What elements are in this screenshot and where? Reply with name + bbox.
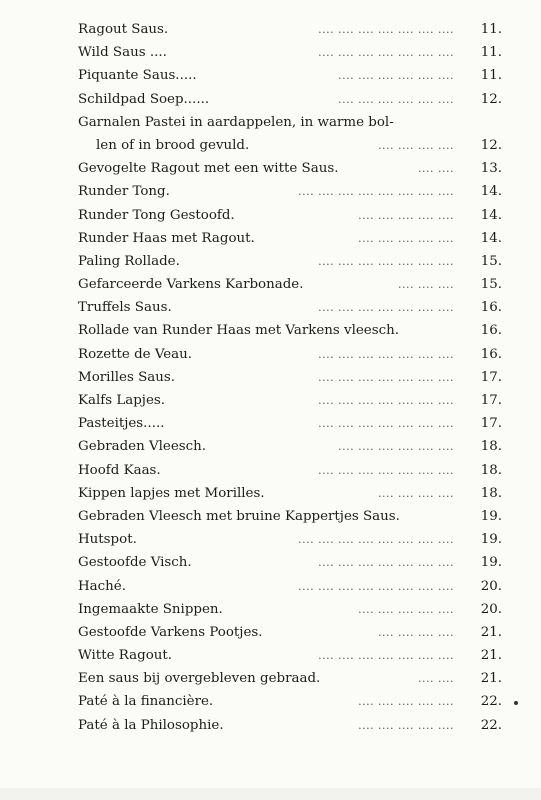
entry-title: Paté à la financière. xyxy=(78,694,214,710)
toc-entry xyxy=(78,551,502,574)
toc-entry xyxy=(78,204,502,227)
entry-page: 11. xyxy=(480,22,502,37)
entry-title: Truffels Saus. xyxy=(78,300,172,316)
entry-title: len of in brood gevuld. xyxy=(96,137,250,153)
entry-page: 19. xyxy=(480,508,502,524)
leader-dots: .... .... .... .... xyxy=(378,486,454,500)
leader-dots: .... .... .... .... .... .... .... .... xyxy=(298,533,454,547)
leader-dots: .... .... .... xyxy=(398,278,454,292)
entry-page: 16. xyxy=(480,323,502,339)
ink-speck xyxy=(514,701,518,705)
leader-dots: .... .... .... .... .... .... .... .... xyxy=(298,579,454,593)
entry-title: Gevogelte Ragout met een witte Saus. xyxy=(78,161,339,177)
entry-title: Haché. xyxy=(78,578,126,594)
leader-dots: .... .... xyxy=(418,162,454,176)
toc-entry xyxy=(78,505,502,528)
leader-dots: .... .... .... .... .... .... .... xyxy=(318,556,454,570)
entry-page: 15. xyxy=(480,253,502,269)
toc-entry xyxy=(78,714,502,737)
leader-dots: .... .... .... .... .... xyxy=(358,695,454,709)
toc-entry xyxy=(78,111,502,134)
leader-dots: .... .... .... .... xyxy=(378,625,454,639)
toc-entry xyxy=(78,250,502,273)
leader-dots: .... .... .... .... .... .... xyxy=(338,440,454,454)
entry-page: 18. xyxy=(480,462,502,478)
toc-entry xyxy=(78,575,502,598)
entry-title: Kalfs Lapjes. xyxy=(78,393,166,408)
table-of-contents xyxy=(78,18,502,737)
entry-page: 16. xyxy=(480,300,502,316)
entry-page: 15. xyxy=(480,277,502,293)
entry-title: Morilles Saus. xyxy=(78,369,175,385)
toc-entry xyxy=(78,621,502,644)
toc-entry xyxy=(78,64,502,87)
leader-dots: .... .... .... .... .... .... .... xyxy=(318,394,454,407)
leader-dots: .... .... .... .... .... .... .... xyxy=(318,417,454,431)
toc-entry xyxy=(78,296,502,319)
leader-dots: .... .... .... .... .... xyxy=(358,718,454,732)
entry-title: Schildpad Soep...... xyxy=(78,91,210,107)
toc-entry xyxy=(78,180,502,203)
entry-page: 18. xyxy=(480,439,502,455)
entry-page: 21. xyxy=(480,648,502,664)
entry-title: Ragout Saus. xyxy=(78,22,169,37)
entry-title: Een saus bij overgebleven gebraad. xyxy=(78,671,321,687)
entry-page: 13. xyxy=(480,161,502,177)
toc-entry xyxy=(78,644,502,667)
toc-entry xyxy=(78,412,502,435)
entry-title: Paling Rollade. xyxy=(78,253,180,269)
leader-dots: .... .... .... .... xyxy=(378,138,454,152)
entry-title: Rozette de Veau. xyxy=(78,346,193,362)
entry-page: 11. xyxy=(480,68,502,84)
entry-title: Runder Tong. xyxy=(78,184,170,200)
toc-entry xyxy=(78,366,502,389)
entry-page: 14. xyxy=(480,184,502,200)
entry-page: 14. xyxy=(480,230,502,246)
leader-dots: .... .... .... .... .... xyxy=(358,208,454,222)
leader-dots: .... .... .... .... .... .... .... xyxy=(318,370,454,384)
entry-page: 16. xyxy=(480,346,502,362)
toc-entry xyxy=(78,41,502,64)
entry-page: 22. xyxy=(480,694,502,710)
toc-entry xyxy=(78,157,502,180)
toc-entry xyxy=(78,598,502,621)
leader-dots: .... .... xyxy=(418,672,454,686)
toc-entry xyxy=(78,690,502,713)
entry-page: 20. xyxy=(480,601,502,617)
entry-page: 14. xyxy=(480,207,502,223)
entry-page: 20. xyxy=(480,578,502,594)
entry-title: Gestoofde Varkens Pootjes. xyxy=(78,624,263,640)
toc-entry xyxy=(78,435,502,458)
entry-title: Wild Saus .... xyxy=(78,45,167,61)
entry-title: Runder Tong Gestoofd. xyxy=(78,207,235,223)
leader-dots: .... .... .... .... .... .... .... xyxy=(318,463,454,477)
entry-page: 18. xyxy=(480,485,502,501)
leader-dots: .... .... .... .... .... .... xyxy=(338,69,454,83)
entry-title: Ingemaakte Snippen. xyxy=(78,601,223,617)
entry-page: 17. xyxy=(480,416,502,432)
leader-dots: .... .... .... .... .... .... .... xyxy=(318,46,454,60)
entry-title: Pasteitjes..... xyxy=(78,416,165,432)
leader-dots: .... .... .... .... .... .... .... xyxy=(318,254,454,268)
toc-entry xyxy=(78,389,502,412)
entry-title: Witte Ragout. xyxy=(78,648,173,664)
leader-dots: .... .... .... .... .... .... .... xyxy=(318,347,454,361)
entry-page: 17. xyxy=(480,393,502,408)
entry-title: Rollade van Runder Haas met Varkens vleesch. xyxy=(78,323,399,339)
toc-entry xyxy=(78,343,502,366)
entry-page: 19. xyxy=(480,555,502,571)
entry-page: 19. xyxy=(480,532,502,548)
entry-page: 12. xyxy=(480,137,502,153)
toc-entry xyxy=(78,667,502,690)
toc-entry xyxy=(78,528,502,551)
leader-dots: .... .... .... .... .... .... .... xyxy=(318,23,454,36)
leader-dots: .... .... .... .... .... xyxy=(358,231,454,245)
entry-title: Gebraden Vleesch. xyxy=(78,439,207,455)
entry-page: 21. xyxy=(480,671,502,687)
entry-title: Runder Haas met Ragout. xyxy=(78,230,255,246)
leader-dots: .... .... .... .... .... .... xyxy=(338,92,454,106)
page-bottom-edge xyxy=(0,788,541,800)
toc-entry xyxy=(78,482,502,505)
entry-title: Gebraden Vleesch met bruine Kappertjes Saus. xyxy=(78,508,400,524)
entry-title: Kippen lapjes met Morilles. xyxy=(78,485,265,501)
entry-title: Garnalen Pastei in aardappelen, in warme bol- xyxy=(78,114,394,130)
entry-page: 17. xyxy=(480,369,502,385)
toc-entry xyxy=(78,273,502,296)
leader-dots: .... .... .... .... .... xyxy=(358,602,454,616)
toc-entry xyxy=(78,459,502,482)
leader-dots: .... .... .... .... .... .... .... xyxy=(318,649,454,663)
toc-entry xyxy=(78,18,502,41)
entry-title: Piquante Saus..... xyxy=(78,68,197,84)
entry-page: 11. xyxy=(480,45,502,61)
toc-entry xyxy=(78,319,502,342)
entry-title: Paté à la Philosophie. xyxy=(78,717,224,733)
entry-page: 22. xyxy=(480,717,502,733)
entry-title: Hoofd Kaas. xyxy=(78,462,161,478)
entry-title: Hutspot. xyxy=(78,532,137,548)
entry-title: Gestoofde Visch. xyxy=(78,555,192,571)
toc-entry xyxy=(78,134,502,157)
entry-title: Gefarceerde Varkens Karbonade. xyxy=(78,277,304,293)
toc-entry xyxy=(78,88,502,111)
leader-dots: .... .... .... .... .... .... .... xyxy=(318,301,454,315)
leader-dots: .... .... .... .... .... .... .... .... xyxy=(298,185,454,199)
entry-page: 12. xyxy=(480,91,502,107)
toc-entry xyxy=(78,227,502,250)
entry-page: 21. xyxy=(480,624,502,640)
